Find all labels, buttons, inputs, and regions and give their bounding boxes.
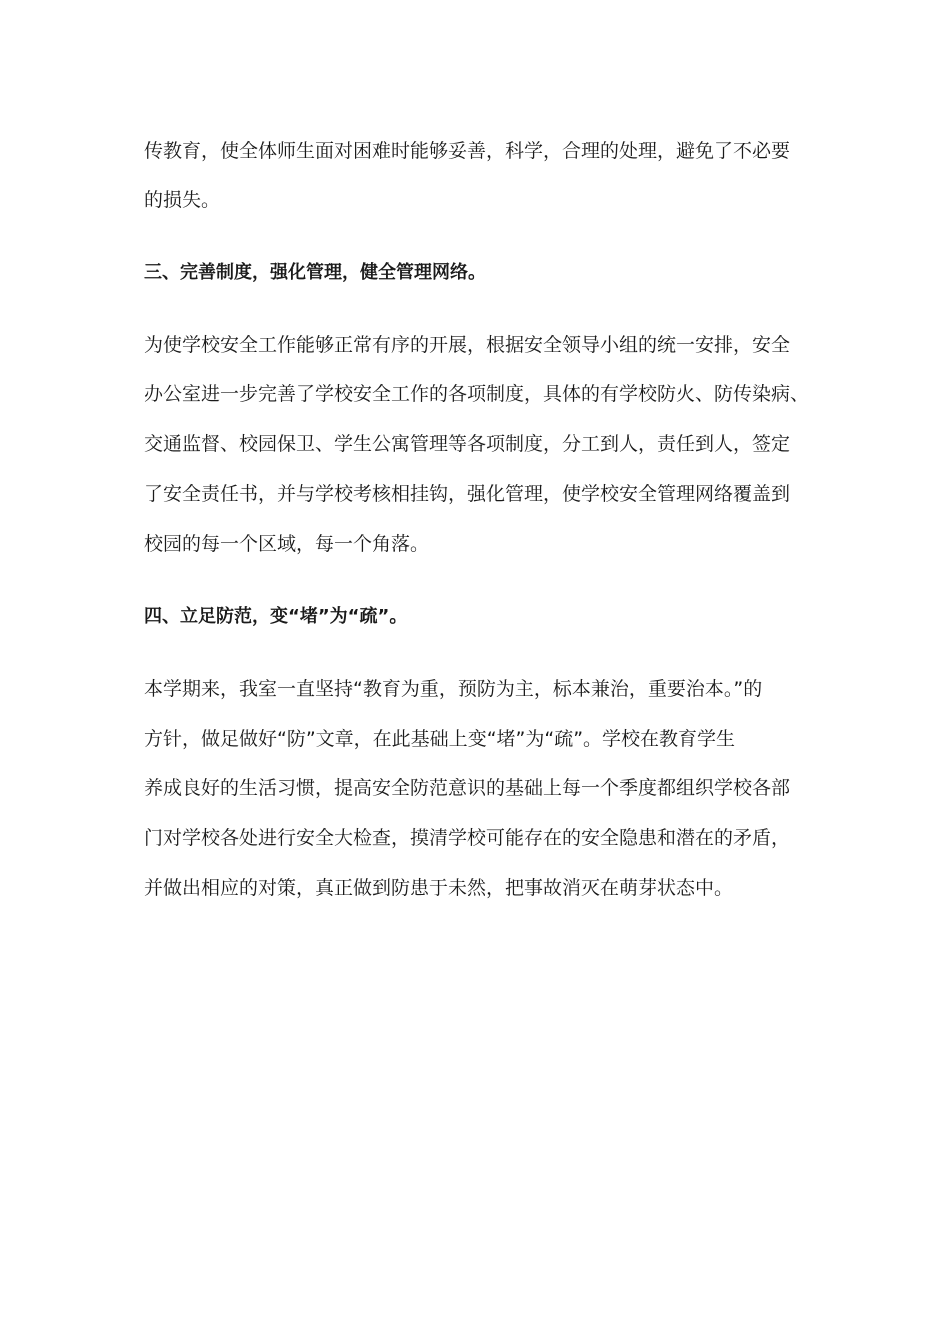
paragraph-line: 本学期来，我室一直坚持“教育为重，预防为主，标本兼治，重要治本。”的 bbox=[144, 678, 763, 700]
paragraph-line: 传教育，使全体师生面对困难时能够妥善，科学，合理的处理，避免了不必要 bbox=[144, 140, 791, 162]
paragraph-line: 门对学校各处进行安全大检查，摸清学校可能存在的安全隐患和潜在的矛盾， bbox=[144, 827, 791, 849]
paragraph-line: 为使学校安全工作能够正常有序的开展，根据安全领导小组的统一安排，安全 bbox=[144, 334, 791, 356]
section-heading: 四、立足防范，变“堵”为“疏”。 bbox=[144, 606, 408, 627]
section-heading: 三、完善制度，强化管理，健全管理网络。 bbox=[144, 262, 486, 283]
paragraph-line: 交通监督、校园保卫、学生公寓管理等各项制度，分工到人，责任到人，签定 bbox=[144, 433, 791, 455]
paragraph-line: 的损失。 bbox=[144, 189, 221, 211]
paragraph-line: 方针，做足做好“防”文章，在此基础上变“堵”为“疏”。学校在教育学生 bbox=[144, 728, 736, 750]
paragraph-line: 校园的每一个区域，每一个角落。 bbox=[144, 533, 430, 555]
paragraph-line: 了安全责任书，并与学校考核相挂钩，强化管理，使学校安全管理网络覆盖到 bbox=[144, 483, 791, 505]
paragraph-line: 养成良好的生活习惯，提高安全防范意识的基础上每一个季度都组织学校各部 bbox=[144, 777, 791, 799]
paragraph-line: 并做出相应的对策，真正做到防患于未然，把事故消灭在萌芽状态中。 bbox=[144, 877, 734, 899]
paragraph-line: 办公室进一步完善了学校安全工作的各项制度，具体的有学校防火、防传染病、 bbox=[144, 383, 810, 405]
